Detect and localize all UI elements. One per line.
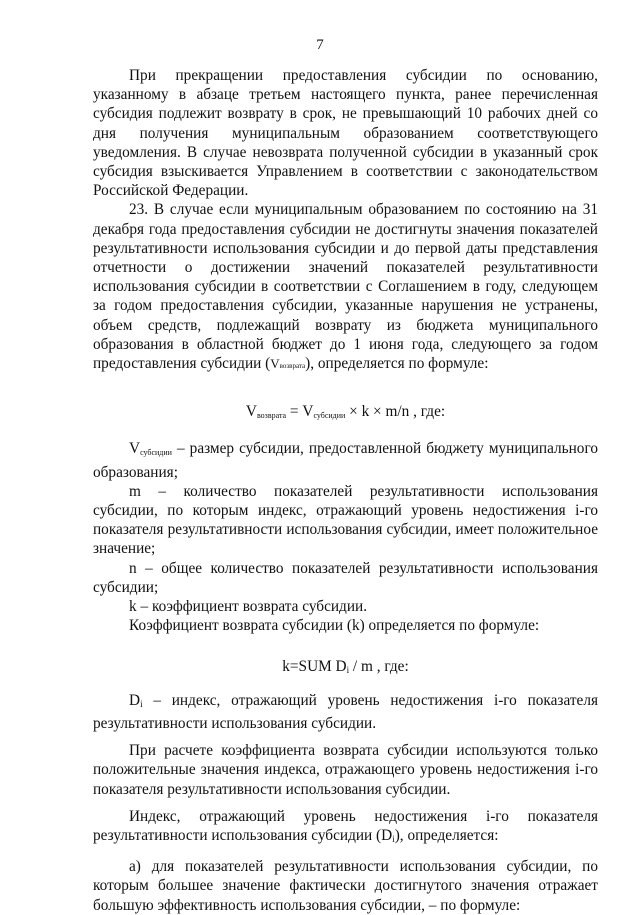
paragraph-23-text: 23. В случае если муниципальным образованием по состоянию на 31 декабря года предоставления субсидии не достигнуты значения показателей результативности использования субсидии и до первой даты представления отчетности о достижении значений показателей результативности использования субсидии в соответствии с Соглашением в году, следующем за годом предоставления субсидии, указанные нарушения не устранены, объем средств, подлежащий возврату из бюджета муниципального образования в областной бюджет до 1 июня года, следующего за годом предоставления субсидии (: [93, 201, 598, 373]
page-number: 7: [316, 37, 324, 53]
paragraph-refund-on-termination: При прекращении предоставления субсидии по основанию, указанному в абзаце третьем настоящего пункта, ранее перечисленная субсидия подлежит возврату в срок, не превышающий 10 рабочих дней со дня получения муниципальным образованием соответствующего уведомления. В случае невозврата полученной субсидии в указанный срок субсидия взыскивается Управлением в соответствии с законодательством Российской Федерации.: [93, 67, 598, 200]
definition-n: n – общее количество показателей результативности использования субсидии;: [93, 559, 598, 596]
definition-m: m – количество показателей результативности использования субсидии, по которым индекс, отражающий уровень недостижения i-го показателя результативности использования субсидии, имеет положительное значение;: [93, 482, 598, 558]
definition-k: k – коэффициент возврата субсидии.: [129, 598, 368, 616]
definition-v-subsidy: $V_{субсидии}$ – размер субсидии, предоставленной бюджету муниципального образования;: [93, 440, 598, 481]
coefficient-intro: Коэффициент возврата субсидии (k) определяется по формуле:: [129, 617, 540, 635]
formula-refund-volume: $V_{возврата} = V_{субсидии} \times k \times m/n$ , где:: [245, 403, 446, 421]
definition-di: $D_i$ – индекс, отражающий уровень недостижения i-го показателя результативности использования субсидии.: [93, 691, 598, 732]
paragraph-index-definition: Индекс, отражающий уровень недостижения i-го показателя результативности использования субсидии $(D_i)$, определяется:: [93, 807, 598, 844]
paragraph-item-a: а) для показателей результативности использования субсидии, по которым большее значение фактически достигнутого значения отражает большую эффективность использования субсидии, – по формуле:: [93, 858, 598, 914]
paragraph-positive-values: При расчете коэффициента возврата субсидии используются только положительные значения индекса, отражающего уровень недостижения i-го показателя результативности использования субсидии.: [93, 742, 598, 798]
page-body: [93, 66, 598, 915]
paragraph-23: [93, 200, 598, 376]
paragraph-23-end: ), определяется по формуле:: [305, 355, 489, 373]
v-refund-inline: Vвозврата: [270, 356, 306, 372]
formula-coefficient-k: k=SUM $D_i$ / m , где:: [282, 658, 409, 676]
